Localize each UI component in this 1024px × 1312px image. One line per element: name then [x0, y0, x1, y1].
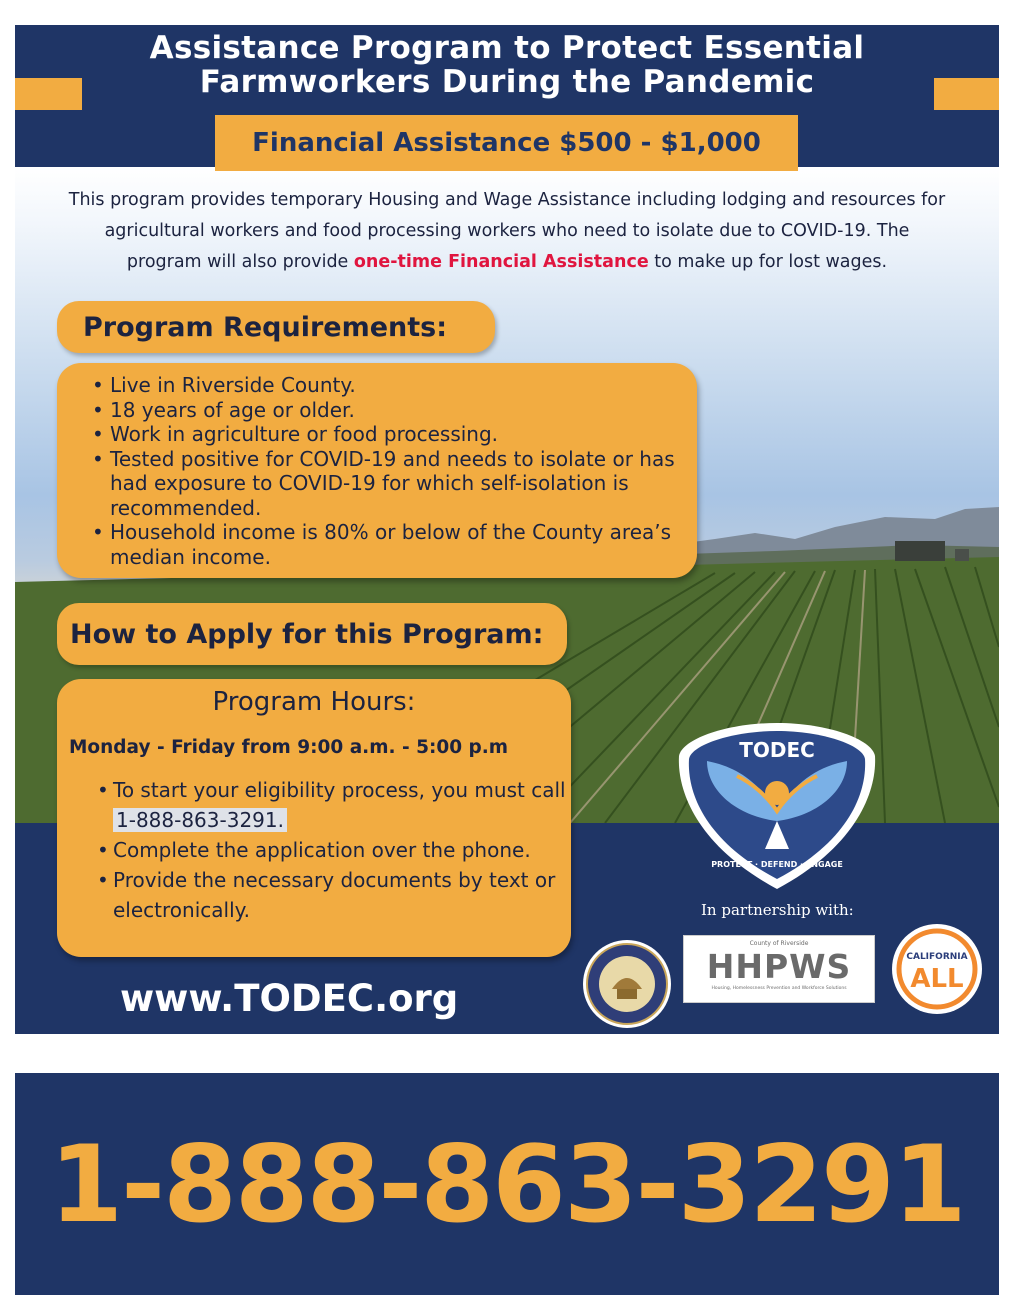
- requirements-box: [57, 363, 697, 578]
- california-all-logo: [891, 923, 983, 1015]
- hours-text: Monday - Friday from 9:00 a.m. - 5:00 p.m: [69, 737, 509, 758]
- flyer: [15, 25, 999, 1034]
- list-item: • To start your eligibility process, you must call 1-888-863-3291.: [97, 775, 567, 835]
- county-seal-logo: [582, 939, 672, 1029]
- hours-title: Program Hours:: [212, 687, 416, 717]
- todec-logo: [677, 721, 877, 891]
- title-line-2: Farmworkers During the Pandemic: [199, 64, 815, 100]
- todec-motto: PROTECT · DEFEND · ENGAGE: [711, 860, 843, 869]
- financial-highlight: one-time Financial Assistance: [353, 252, 649, 272]
- partnership-label: In partnership with:: [701, 901, 854, 919]
- intro-line-2: agricultural workers and food processing workers who need to isolate due to COVID-19. The: [104, 221, 910, 241]
- list-item: • Live in Riverside County.: [92, 373, 682, 398]
- header-accent-right: [934, 78, 999, 110]
- flyer-title: [105, 31, 909, 99]
- apply-heading: How to Apply for this Program:: [57, 603, 567, 665]
- hhpws-logo: County of Riverside HHPWS Housing, Homelessness Prevention and Workforce Solutions: [683, 935, 875, 1003]
- svg-text:ALL: ALL: [910, 964, 964, 994]
- phone-number-inline[interactable]: 1-888-863-3291.: [113, 808, 287, 832]
- svg-text:CALIFORNIA: CALIFORNIA: [906, 952, 968, 962]
- list-item: • 18 years of age or older.: [92, 398, 682, 423]
- list-item: • Work in agriculture or food processing.: [92, 422, 682, 447]
- list-item: • Provide the necessary documents by text or electronically.: [97, 865, 567, 925]
- website-link[interactable]: www.TODEC.org: [120, 977, 459, 1020]
- requirements-list: [92, 373, 682, 569]
- financial-assistance-banner: Financial Assistance $500 - $1,000: [215, 115, 798, 171]
- phone-number-banner[interactable]: 1-888-863-3291: [15, 1073, 999, 1295]
- header-accent-left: [15, 78, 82, 110]
- apply-steps-list: [97, 775, 567, 925]
- title-line-1: Assistance Program to Protect Essential: [149, 30, 865, 66]
- list-item: • Household income is 80% or below of the County area’s median income.: [92, 520, 682, 569]
- todec-name: TODEC: [739, 738, 815, 762]
- list-item: • Tested positive for COVID-19 and needs to isolate or has had exposure to COVID-19 for which self-isolation is recommended.: [92, 447, 682, 521]
- intro-line-1: This program provides temporary Housing and Wage Assistance including lodging and resources for: [68, 190, 946, 210]
- list-item: • Complete the application over the phone.: [97, 835, 567, 865]
- intro-line-3: program will also provide one-time Financial Assistance to make up for lost wages.: [126, 252, 888, 272]
- requirements-heading: Program Requirements:: [57, 301, 495, 353]
- program-hours-box: [57, 679, 571, 957]
- intro-paragraph: [15, 185, 999, 278]
